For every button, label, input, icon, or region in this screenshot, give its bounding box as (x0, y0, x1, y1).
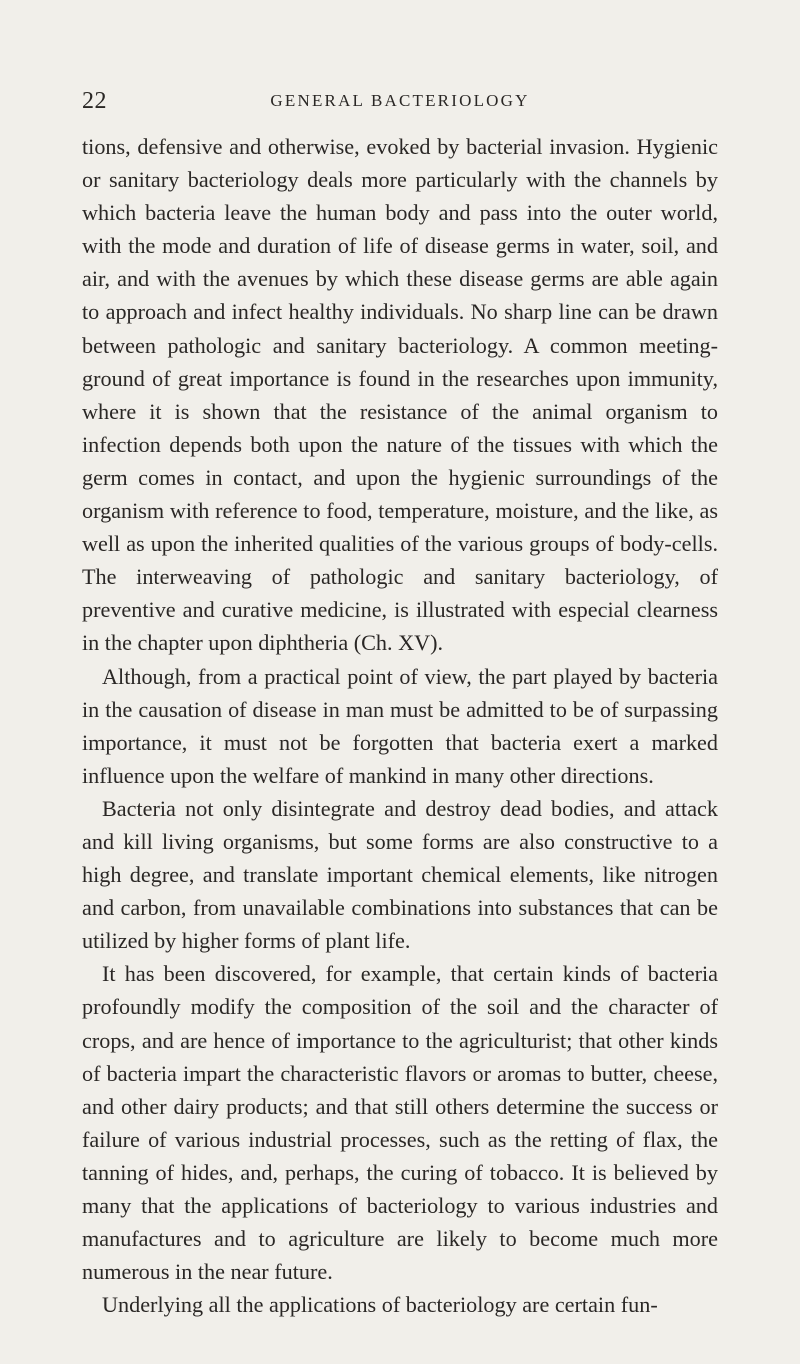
page-header (82, 88, 718, 118)
paragraph-industrial-applications: It has been discovered, for example, that certain kinds of bacteria profoundly modify the composition of the soil and the character of crops, and are hence of importance to the agriculturist; that other kinds of bacteria impart the characteristic flavors or aromas to butter, cheese, and other dairy products; and that still others determine the success or failure of various industrial processes, such as the retting of flax, the tanning of hides, and, perhaps, the curing of tobacco. It is believed by many that the applications of bacteriology to various industries and manufactures and to agriculture are likely to become much more numerous in the near future. (82, 961, 718, 1285)
paragraph-continued: tions, defensive and otherwise, evoked by bacterial invasion. Hygienic or sanitary bacteriology deals more particularly with the channels by which bacteria leave the human body and pass into the outer world, with the mode and duration of life of disease germs in water, soil, and air, and with the avenues by which these disease germs are able again to approach and infect healthy individuals. No sharp line can be drawn between pathologic and sanitary bacteriology. A common meeting-ground of great importance is found in the researches upon immunity, where it is shown that the resistance of the animal organism to infection depends both upon the nature of the tissues with which the germ comes in contact, and upon the hygienic surroundings of the organism with reference to food, temperature, moisture, and the like, as well as upon the inherited qualities of the various groups of body-cells. The interweaving of pathologic and sanitary bacteriology, of preventive and curative medicine, is illustrated with especial clearness in the chapter upon diphtheria (Ch. XV). (82, 134, 718, 656)
body-text (82, 130, 718, 1321)
paragraph-practical-view: Although, from a practical point of view, the part played by bacteria in the causation of disease in man must be admitted to be of surpassing importance, it must not be forgotten that bacteria exert a marked influence upon the welfare of mankind in many other directions. (82, 663, 718, 788)
page-number: 22 (82, 88, 107, 114)
paragraph-constructive-bacteria: Bacteria not only disintegrate and destroy dead bodies, and attack and kill living organisms, but some forms are also constructive to a high degree, and translate important chemical elements, like nitrogen and carbon, from unavailable combinations into substances that can be utilized by higher forms of plant life. (82, 795, 718, 954)
paragraph-underlying: Underlying all the applications of bacteriology are certain fun- (102, 1292, 658, 1318)
running-head: GENERAL BACTERIOLOGY (270, 91, 530, 110)
